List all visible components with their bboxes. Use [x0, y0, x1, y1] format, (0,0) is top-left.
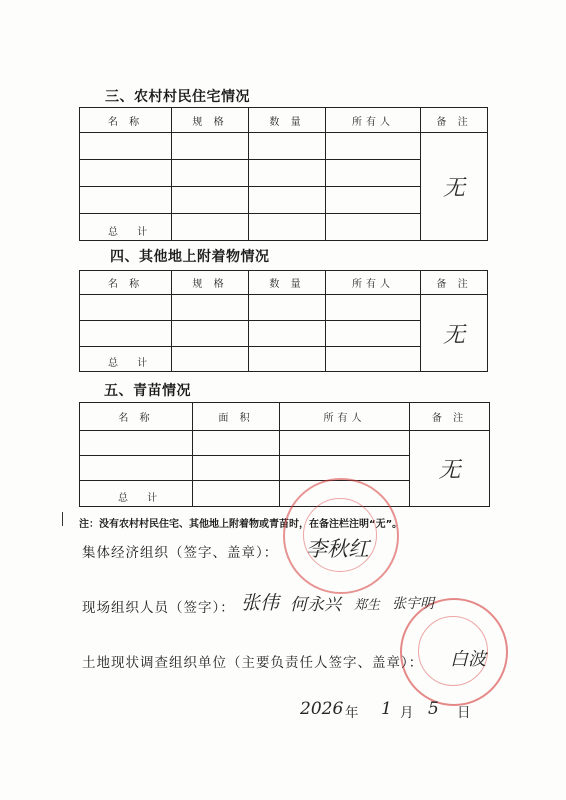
- remark-cell: [421, 295, 488, 372]
- crops-table: [79, 402, 490, 507]
- header-owner: 所有人: [280, 403, 410, 431]
- date-day: 5: [428, 699, 439, 719]
- section-5-title: 五、青苗情况: [104, 383, 191, 399]
- header-remark: 备 注: [410, 403, 490, 431]
- header-spec: 规 格: [172, 271, 249, 295]
- header-quantity: 数 量: [249, 108, 326, 133]
- table-cell: [249, 295, 326, 321]
- note-text: 注：没有农村村民住宅、其他地上附着物或青苗时，在备注栏注明“无”。: [79, 519, 403, 530]
- table-cell: [172, 321, 249, 347]
- table-cell: [249, 133, 326, 160]
- table-cell: [80, 295, 172, 321]
- table-cell: [249, 160, 326, 187]
- table-cell: [172, 133, 249, 160]
- survey-unit-signature: 白波: [450, 649, 486, 670]
- date-month: 1: [381, 699, 392, 719]
- header-name: 名 称: [80, 403, 193, 431]
- header-owner: 所有人: [326, 271, 421, 295]
- table-cell: [249, 214, 326, 241]
- table-cell: [249, 321, 326, 347]
- table-cell: [172, 187, 249, 214]
- field-staff-label: 现场组织人员（签字）：: [82, 600, 235, 616]
- field-staff-signature-1: 张伟: [241, 592, 280, 614]
- date-year-unit: 年: [345, 705, 360, 721]
- date-day-unit: 日: [457, 705, 472, 721]
- header-remark: 备 注: [421, 271, 488, 295]
- remark-cell: [421, 133, 488, 241]
- collective-org-label: 集体经济组织（签字、盖章）：: [82, 545, 279, 561]
- date-month-unit: 月: [400, 705, 415, 721]
- date-year: 2026: [300, 699, 344, 719]
- total-label: 总 计: [80, 214, 172, 241]
- remark-handwriting: 无: [442, 322, 465, 348]
- field-staff-signature-3: 郑生: [354, 598, 381, 613]
- table-cell: [326, 295, 421, 321]
- section-4-title: 四、其他地上附着物情况: [110, 249, 270, 265]
- remark-handwriting: 无: [438, 458, 461, 483]
- table-cell: [280, 431, 410, 456]
- table-cell: [326, 321, 421, 347]
- field-staff-signature-4: 张宇明: [392, 596, 434, 612]
- table-cell: [172, 214, 249, 241]
- header-name: 名 称: [80, 108, 172, 133]
- table-cell: [326, 133, 421, 160]
- table-cell: [80, 321, 172, 347]
- table-cell: [326, 160, 421, 187]
- table-cell: [280, 456, 410, 481]
- field-staff-signature-2: 何永兴: [290, 595, 341, 615]
- attachments-table: [79, 270, 488, 372]
- remark-handwriting: 无: [442, 176, 465, 201]
- collective-org-signature: 李秋红: [306, 537, 369, 561]
- header-remark: 备 注: [421, 108, 488, 133]
- table-cell: [80, 456, 193, 481]
- header-name: 名 称: [80, 271, 172, 295]
- section-3-title: 三、农村村民住宅情况: [105, 89, 250, 105]
- table-cell: [249, 347, 326, 372]
- table-cell: [172, 347, 249, 372]
- table-cell: [193, 431, 280, 456]
- margin-mark: [62, 512, 63, 526]
- header-quantity: 数 量: [249, 271, 326, 295]
- table-cell: [326, 187, 421, 214]
- header-area: 面 积: [193, 403, 280, 431]
- survey-unit-label: 土地现状调查组织单位（主要负责任人签字、盖章）：: [82, 655, 424, 671]
- table-cell: [80, 133, 172, 160]
- table-cell: [172, 160, 249, 187]
- total-label: 总 计: [80, 481, 193, 507]
- table-cell: [326, 214, 421, 241]
- remark-cell: [410, 431, 490, 507]
- table-cell: [193, 456, 280, 481]
- header-spec: 规 格: [172, 108, 249, 133]
- residence-table: [79, 107, 488, 241]
- header-owner: 所有人: [326, 108, 421, 133]
- table-cell: [80, 187, 172, 214]
- table-cell: [80, 431, 193, 456]
- table-cell: [193, 481, 280, 507]
- total-label: 总 计: [80, 347, 172, 372]
- table-cell: [80, 160, 172, 187]
- table-cell: [326, 347, 421, 372]
- table-cell: [249, 187, 326, 214]
- table-cell: [172, 295, 249, 321]
